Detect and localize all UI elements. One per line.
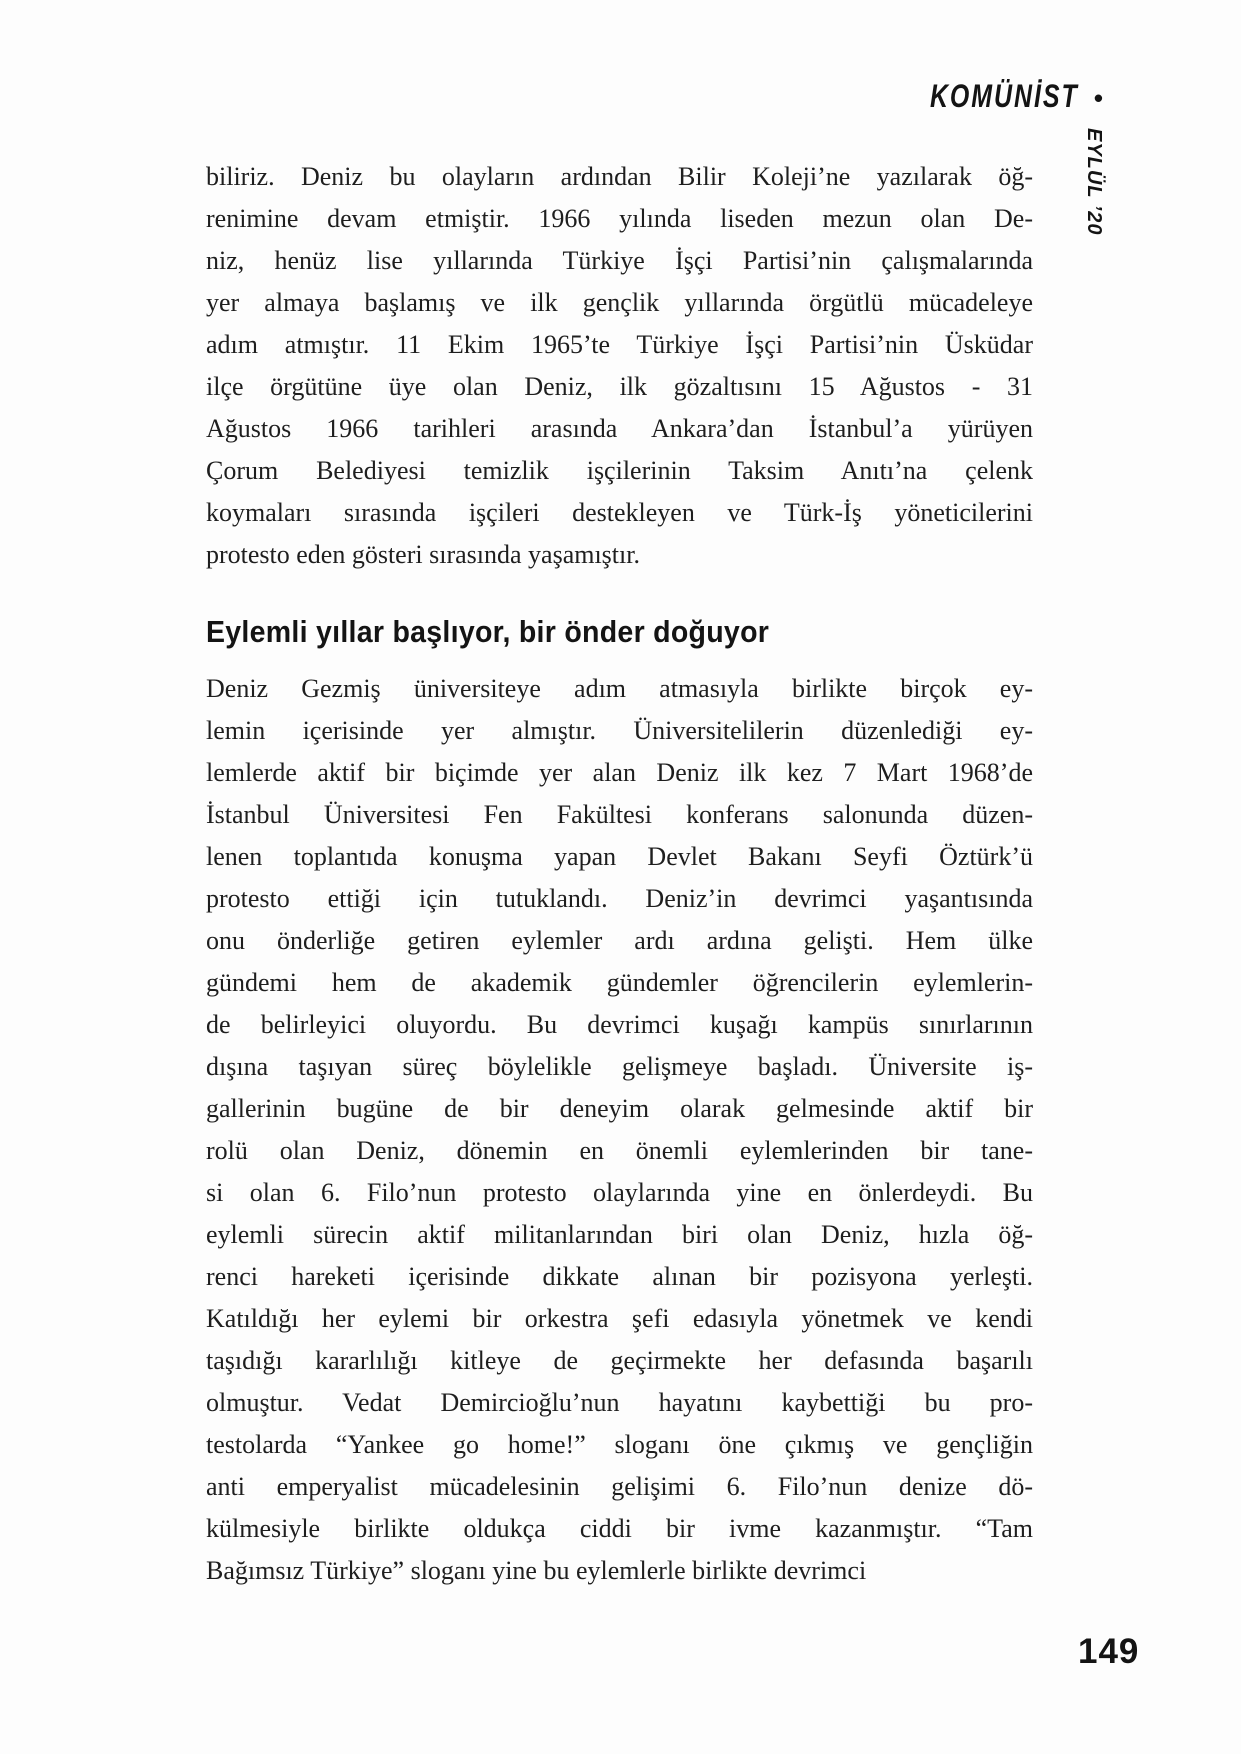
text-line: koymaları sırasında işçileri destekleyen ve Türk-İş yöneticilerini <box>206 498 1033 527</box>
text-line: testolarda “Yankee go home!” sloganı öne çıkmış ve gençliğin <box>206 1430 1033 1459</box>
text-line: ilçe örgütüne üye olan Deniz, ilk gözaltısını 15 Ağustos - 31 <box>206 372 1033 401</box>
text-line: si olan 6. Filo’nun protesto olaylarında yine en önlerdeydi. Bu <box>206 1178 1033 1207</box>
body-paragraph <box>206 668 1033 1592</box>
text-line: de belirleyici oluyordu. Bu devrimci kuşağı kampüs sınırlarının <box>206 1010 1033 1039</box>
text-line: dışına taşıyan süreç böylelikle gelişmeye başladı. Üniversite iş- <box>206 1052 1033 1081</box>
text-line: protesto eden gösteri sırasında yaşamıştır. <box>206 540 640 569</box>
text-line: adım atmıştır. 11 Ekim 1965’te Türkiye İşçi Partisi’nin Üsküdar <box>206 330 1033 359</box>
intro-paragraph <box>206 156 1033 576</box>
text-line: taşıdığı kararlılığı kitleye de geçirmekte her defasında başarılı <box>206 1346 1033 1375</box>
text-line: yer almaya başlamış ve ilk gençlik yıllarında örgütlü mücadeleye <box>206 288 1033 317</box>
text-line: biliriz. Deniz bu olayların ardından Bilir Koleji’ne yazılarak öğ- <box>206 162 1033 191</box>
text-line: protesto ettiği için tutuklandı. Deniz’in devrimci yaşantısında <box>206 884 1033 913</box>
text-line: gallerinin bugüne de bir deneyim olarak gelmesinde aktif bir <box>206 1094 1033 1123</box>
text-line: Bağımsız Türkiye” sloganı yine bu eylemlerle birlikte devrimci <box>206 1556 867 1585</box>
text-line: İstanbul Üniversitesi Fen Fakültesi konferans salonunda düzen- <box>206 800 1033 829</box>
issue-label: EYLÜL ’20 <box>1083 128 1105 236</box>
text-line: Katıldığı her eylemi bir orkestra şefi edasıyla yönetmek ve kendi <box>206 1304 1033 1333</box>
text-line: rolü olan Deniz, dönemin en önemli eylemlerinden bir tane- <box>206 1136 1033 1165</box>
text-line: olmuştur. Vedat Demircioğlu’nun hayatını kaybettiği bu pro- <box>206 1388 1033 1417</box>
text-line: külmesiyle birlikte oldukça ciddi bir ivme kazanmıştır. “Tam <box>206 1514 1033 1543</box>
text-line: eylemli sürecin aktif militanlarından biri olan Deniz, hızla öğ- <box>206 1220 1033 1249</box>
text-line: lemlerde aktif bir biçimde yer alan Deniz ilk kez 7 Mart 1968’de <box>206 758 1033 787</box>
section-heading: Eylemli yıllar başlıyor, bir önder doğuyor <box>206 614 770 649</box>
text-line: gündemi hem de akademik gündemler öğrencilerin eylemlerin- <box>206 968 1033 997</box>
text-line: onu önderliğe getiren eylemler ardı ardına gelişti. Hem ülke <box>206 926 1033 955</box>
page-number: 149 <box>1078 1632 1140 1671</box>
text-line: renci hareketi içerisinde dikkate alınan bir pozisyona yerleşti. <box>206 1262 1033 1291</box>
text-line: lenen toplantıda konuşma yapan Devlet Bakanı Seyfi Öztürk’ü <box>206 842 1033 871</box>
text-line: Ağustos 1966 tarihleri arasında Ankara’dan İstanbul’a yürüyen <box>206 414 1033 443</box>
text-line: lemin içerisinde yer almıştır. Üniversitelilerin düzenlediği ey- <box>206 716 1033 745</box>
text-line: renimine devam etmiştir. 1966 yılında liseden mezun olan De- <box>206 204 1033 233</box>
text-line: Deniz Gezmiş üniversiteye adım atmasıyla birlikte birçok ey- <box>206 674 1033 703</box>
text-line: niz, henüz lise yıllarında Türkiye İşçi Partisi’nin çalışmalarında <box>206 246 1033 275</box>
bullet-icon: • <box>1093 83 1103 113</box>
magazine-title: KOMÜNİST <box>930 78 1079 114</box>
text-line: anti emperyalist mücadelesinin gelişimi 6. Filo’nun denize dö- <box>206 1472 1033 1501</box>
text-line: Çorum Belediyesi temizlik işçilerinin Taksim Anıtı’na çelenk <box>206 456 1033 485</box>
masthead <box>888 80 1103 112</box>
